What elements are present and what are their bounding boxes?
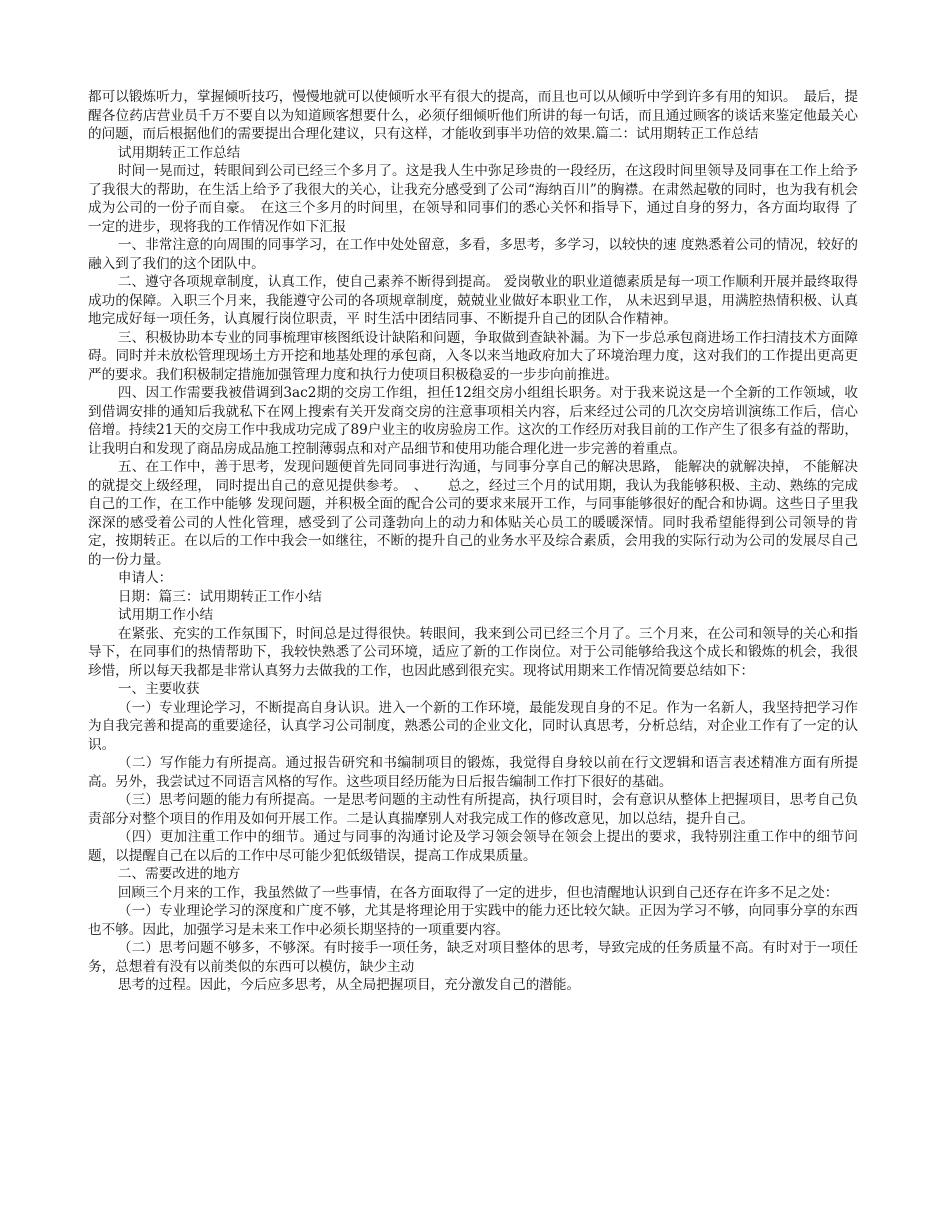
paragraph: 时间一晃而过，转眼间到公司已经三个多月了。这是我人生中弥足珍贵的一段经历，在这段时间里领导及同事在工作上给予了我很大的帮助，在生活上给予了我很大的关心，让我充分感受到了公司“海纳百川”的胸襟。在肃然起敬的同时，也为我有机会成为公司的一份子而自豪。 在这三个多月的时间里，在领导和同事们的悉心关怀和指导下，通过自身的努力，各方面均取得 了一定的进步，现将我的工作情况作如下汇报: [88, 163, 858, 235]
paragraph: 思考的过程。因此，今后应多思考，从全局把握项目，充分激发自己的潜能。: [117, 977, 581, 993]
heading: 一、主要收获: [117, 681, 200, 697]
date-line: 日期：篇三：试用期转正工作小结: [117, 588, 322, 605]
paragraph-intro: 都可以锻炼听力，掌握倾听技巧，慢慢地就可以使倾听水平有很大的提高，而且也可以从倾听中学到许多有用的知识。 最后，提醒各位药店营业员千万不要自以为知道顾客想要什么，必须仔细倾听他们所讲的每一句话，而且通过顾客的谈话来鉴定他最关心的问题，而后根据他们的需要提出合理化建议，只有这样，才能收到事半功倍的效果.篇二：试用期转正工作总结: [88, 89, 858, 142]
paragraph: （一）专业理论学习，不断提高自身认识。进入一个新的工作环境，最能发现自身的不足。作为一名新人，我坚持把学习作为自我完善和提高的重要途径，认真学习公司制度，熟悉公司的企业文化，同时认真思考，分析总结，对企业工作有了一定的认识。: [88, 699, 858, 753]
paragraph: 回顾三个月来的工作，我虽然做了一些事情，在各方面取得了一定的进步，但也清醒地认识到自己还存在许多不足之处：: [117, 884, 839, 901]
paragraph: （三）思考问题的能力有所提高。一是思考问题的主动性有所提高，执行项目时，会有意识从整体上把握项目，思考自己负责部分对整个项目的作用及如何开展工作。二是认真揣摩别人对我完成工作的修改意见，加以总结，提升自己。: [88, 792, 858, 827]
paragraph: （二）思考问题不够多，不够深。有时接手一项任务，缺乏对项目整体的思考，导致完成的任务质量不高。有时对于一项任务，总想着有没有以前类似的东西可以模仿，缺少主动: [88, 940, 858, 975]
paragraph: 在紧张、充实的工作氛围下，时间总是过得很快。转眼间，我来到公司已经三个月了。三个月来，在公司和领导的关心和指导下，在同事们的热情帮助下，我较快熟悉了公司环境，适应了新的工作岗位。对于公司能够给我这个成长和锻炼的机会，我很珍惜，所以每天我都是非常认真努力去做我的工作，也因此感到很充实。现将试用期来工作情况简要总结如下：: [88, 625, 858, 679]
paragraph: 一、非常注意的向周围的同事学习，在工作中处处留意，多看，多思考，多学习，以较快的速 度熟悉着公司的情况，较好的融入到了我们的这个团队中。: [88, 237, 858, 272]
section-title: 试用期工作小结: [117, 607, 214, 623]
section-title: 试用期转正工作总结: [117, 144, 241, 161]
paragraph: （四）更加注重工作中的细节。通过与同事的沟通讨论及学习领会领导在领会上提出的要求，我特别注重工作中的细节问题，以提醒自己在以后的工作中尽可能少犯低级错误，提高工作成果质量。: [88, 829, 858, 864]
paragraph: 五、在工作中，善于思考，发现问题便首先同同事进行沟通，与同事分享自己的解决思路， 能解决的就解决掉， 不能解决的就提交上级经理， 同时提出自己的意见提供参考。 、 总之，经过三个月的试用期，我认为我能够积极、主动、熟练的完成自己的工作，在工作中能够 发现问题，并积极全面的配合公司的要求来展开工作，与同事能够很好的配合和协调。这些日子里我深深的感受着公司的人性化管理，感受到了公司蓬勃向上的动力和体贴关心员工的暖暖深情。同时我希望能得到公司领导的肯定，按期转正。在以后的工作中我会一如继往，不断的提升自己的业务水平及综合素质，会用我的实际行动为公司的发展尽自己的一份力量。: [88, 459, 858, 568]
signature-line: 申请人：: [117, 570, 173, 586]
heading: 二、需要改进的地方: [117, 866, 241, 882]
paragraph: 四、因工作需要我被借调到3ac2期的交房工作组，担任12组交房小组组长职务。对于我来说这是一个全新的工作领域，收到借调安排的通知后我就私下在网上搜索有关开发商交房的注意事项相关内容，后来经过公司的几次交房培训演练工作后，信心倍增。持续21天的交房工作中我成功完成了89户业主的收房验房工作。这次的工作经历对我目前的工作产生了很多有益的帮助，让我明白和发现了商品房成品施工控制薄弱点和对产品细节和使用功能合理化进一步完善的着重点。: [88, 385, 858, 457]
paragraph: 三、积极协助本专业的同事梳理审核图纸设计缺陷和问题，争取做到查缺补漏。为下一步总承包商进场工作扫清技术方面障碍。同时并未放松管理现场土方开挖和地基处理的承包商，入冬以来当地政府加大了环境治理力度，这对我们的工作提出更高更严的要求。我们积极制定措施加强管理力度和执行力使项目积极稳妥的一步步向前推进。: [88, 329, 858, 383]
paragraph: （二）写作能力有所提高。通过报告研究和书编制项目的锻炼，我觉得自身较以前在行文逻辑和语言表述精准方面有所提高。另外，我尝试过不同语言风格的写作。这些项目经历能为日后报告编制工作打下很好的基础。: [88, 755, 858, 790]
paragraph: （一）专业理论学习的深度和广度不够，尤其是将理论用于实践中的能力还比较欠缺。正因为学习不够，向同事分享的东西也不够。因此，加强学习是未来工作中必须长期坚持的一项重要内容。: [88, 903, 858, 938]
paragraph: 二、遵守各项规章制度，认真工作，使自己素养不断得到提高。 爱岗敬业的职业道德素质是每一项工作顺利开展并最终取得成功的保障。入职三个月来，我能遵守公司的各项规章制度，兢兢业业做好本职业工作， 从未迟到早退，用满腔热情积极、认真地完成好每一项任务，认真履行岗位职责，平 时生活中团结同事、不断提升自己的团队合作精神。: [88, 274, 858, 327]
document-body: [88, 88, 858, 995]
